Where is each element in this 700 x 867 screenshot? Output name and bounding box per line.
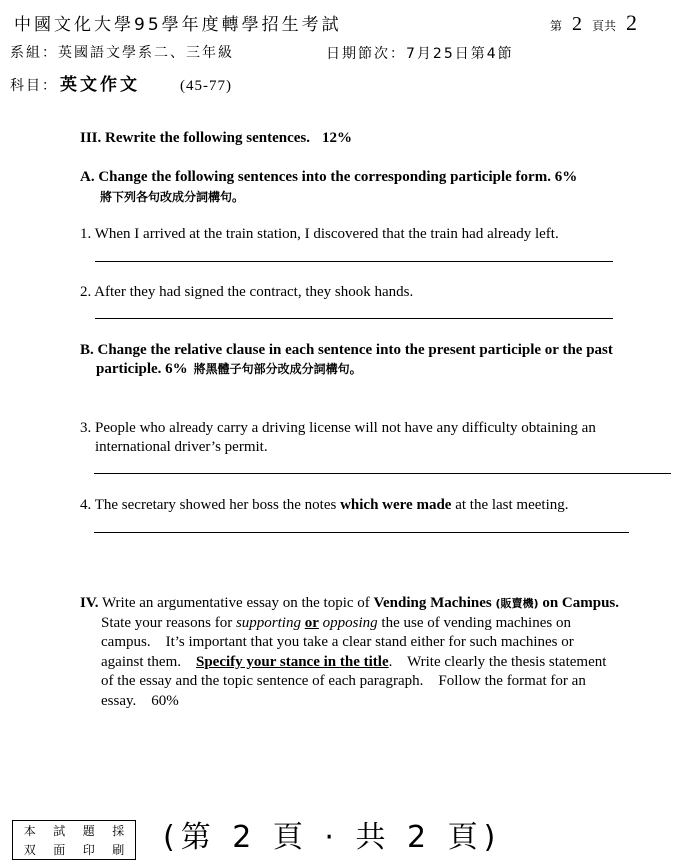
section-3-percent: 12%	[321, 130, 352, 146]
part-b-instruction-line-2: participle. 6%	[96, 361, 188, 377]
essay-topic-post: on Campus.	[542, 595, 620, 611]
question-3-line-2: international driver’s permit.	[95, 439, 268, 455]
question-4-bold-clause: which were made	[340, 497, 452, 513]
question-1: 1. When I arrived at the train station, I discovered that the train had already left.	[80, 226, 559, 242]
section-3-title: III. Rewrite the following sentences.	[80, 130, 310, 146]
question-3	[80, 419, 596, 457]
question-4-post: at the last meeting.	[451, 497, 569, 513]
question-4	[80, 497, 569, 514]
section-4-line-2-pre: State your reasons for	[101, 614, 236, 631]
stamp-char: 採	[112, 824, 125, 838]
stamp-char: 面	[53, 843, 66, 857]
section-4-line-1-pre: Write an argumentative essay on the topic of	[101, 595, 374, 611]
section-3-heading	[80, 130, 352, 147]
section-4-line-1	[80, 594, 700, 614]
question-3-line-1: 3. People who already carry a driving license will not have any difficulty obtaining an	[80, 420, 596, 436]
stamp-char: 題	[82, 824, 95, 838]
question-4-pre: 4. The secretary showed her boss the notes	[80, 497, 341, 513]
or-word: or	[304, 614, 319, 631]
stamp-char: 本	[23, 824, 36, 838]
department-label: 系組：	[10, 45, 58, 61]
section-4-numeral: IV.	[80, 595, 99, 611]
stamp-char: 印	[82, 843, 95, 857]
subject-code: (45-77)	[180, 78, 232, 94]
page-indicator	[550, 10, 637, 36]
subject-line	[10, 70, 232, 95]
part-b-instruction	[80, 341, 613, 379]
page-number: 2	[572, 13, 583, 35]
supporting-word: supporting	[235, 614, 301, 631]
section-4-line-6: essay. 60%	[101, 692, 179, 709]
essay-topic: Vending Machines	[373, 595, 492, 611]
part-b-instruction-line-1: B. Change the relative clause in each sentence into the present participle or the past	[80, 342, 613, 358]
answer-line-3[interactable]	[94, 473, 671, 474]
answer-line-2[interactable]	[95, 318, 613, 319]
page-total: 2	[626, 10, 638, 35]
essay-topic-cn: (販賣機)	[495, 597, 539, 610]
section-4-essay-prompt	[80, 594, 700, 711]
section-4-line-5: of the essay and the topic sentence of each paragraph. Follow the format for an	[101, 673, 586, 689]
question-2: 2. After they had signed the contract, they shook hands.	[80, 284, 414, 300]
stance-emphasis: Specify your stance in the title	[195, 653, 389, 670]
section-4-line-4	[80, 653, 700, 673]
answer-line-1[interactable]	[95, 261, 613, 262]
section-4-line-2-post: the use of vending machines on	[377, 614, 571, 631]
date-label: 日期節次：	[326, 46, 406, 62]
department-line	[10, 42, 234, 62]
section-4-line-4-pre: against them.	[101, 653, 181, 670]
part-a-instruction-cn: 將下列各句改成分詞構句。	[100, 190, 245, 204]
section-4-line-4-post: . Write clearly the thesis statement	[388, 653, 607, 670]
answer-line-4[interactable]	[94, 532, 629, 533]
subject-label: 科目：	[10, 78, 58, 94]
page-of-label: 頁共	[592, 19, 617, 33]
part-b-instruction-cn: 將黑體子句部分改成分詞構句。	[193, 362, 362, 376]
date-line	[326, 43, 514, 63]
page-label: 第	[550, 19, 563, 33]
section-4-line-3: campus. It’s important that you take a clear stand either for such machines or	[101, 634, 574, 650]
section-4-line-2	[80, 614, 700, 634]
double-sided-print-stamp	[12, 820, 136, 860]
part-b-instruction-line-2-wrap	[80, 360, 613, 379]
stamp-char: 試	[53, 824, 66, 838]
date-value: 7月25日第4節	[406, 46, 514, 62]
department-value: 英國語文學系二、三年級	[58, 45, 234, 61]
subject-value: 英文作文	[60, 75, 140, 95]
part-a-instruction: A. Change the following sentences into the corresponding participle form. 6%	[80, 169, 578, 185]
footer-page-number: (第 2 頁 · 共 2 頁)	[163, 820, 502, 855]
stamp-char: 刷	[112, 843, 125, 857]
opposing-word: opposing	[322, 614, 378, 631]
exam-title: 中國文化大學95學年度轉學招生考試	[14, 15, 342, 35]
stamp-char: 双	[23, 843, 36, 857]
